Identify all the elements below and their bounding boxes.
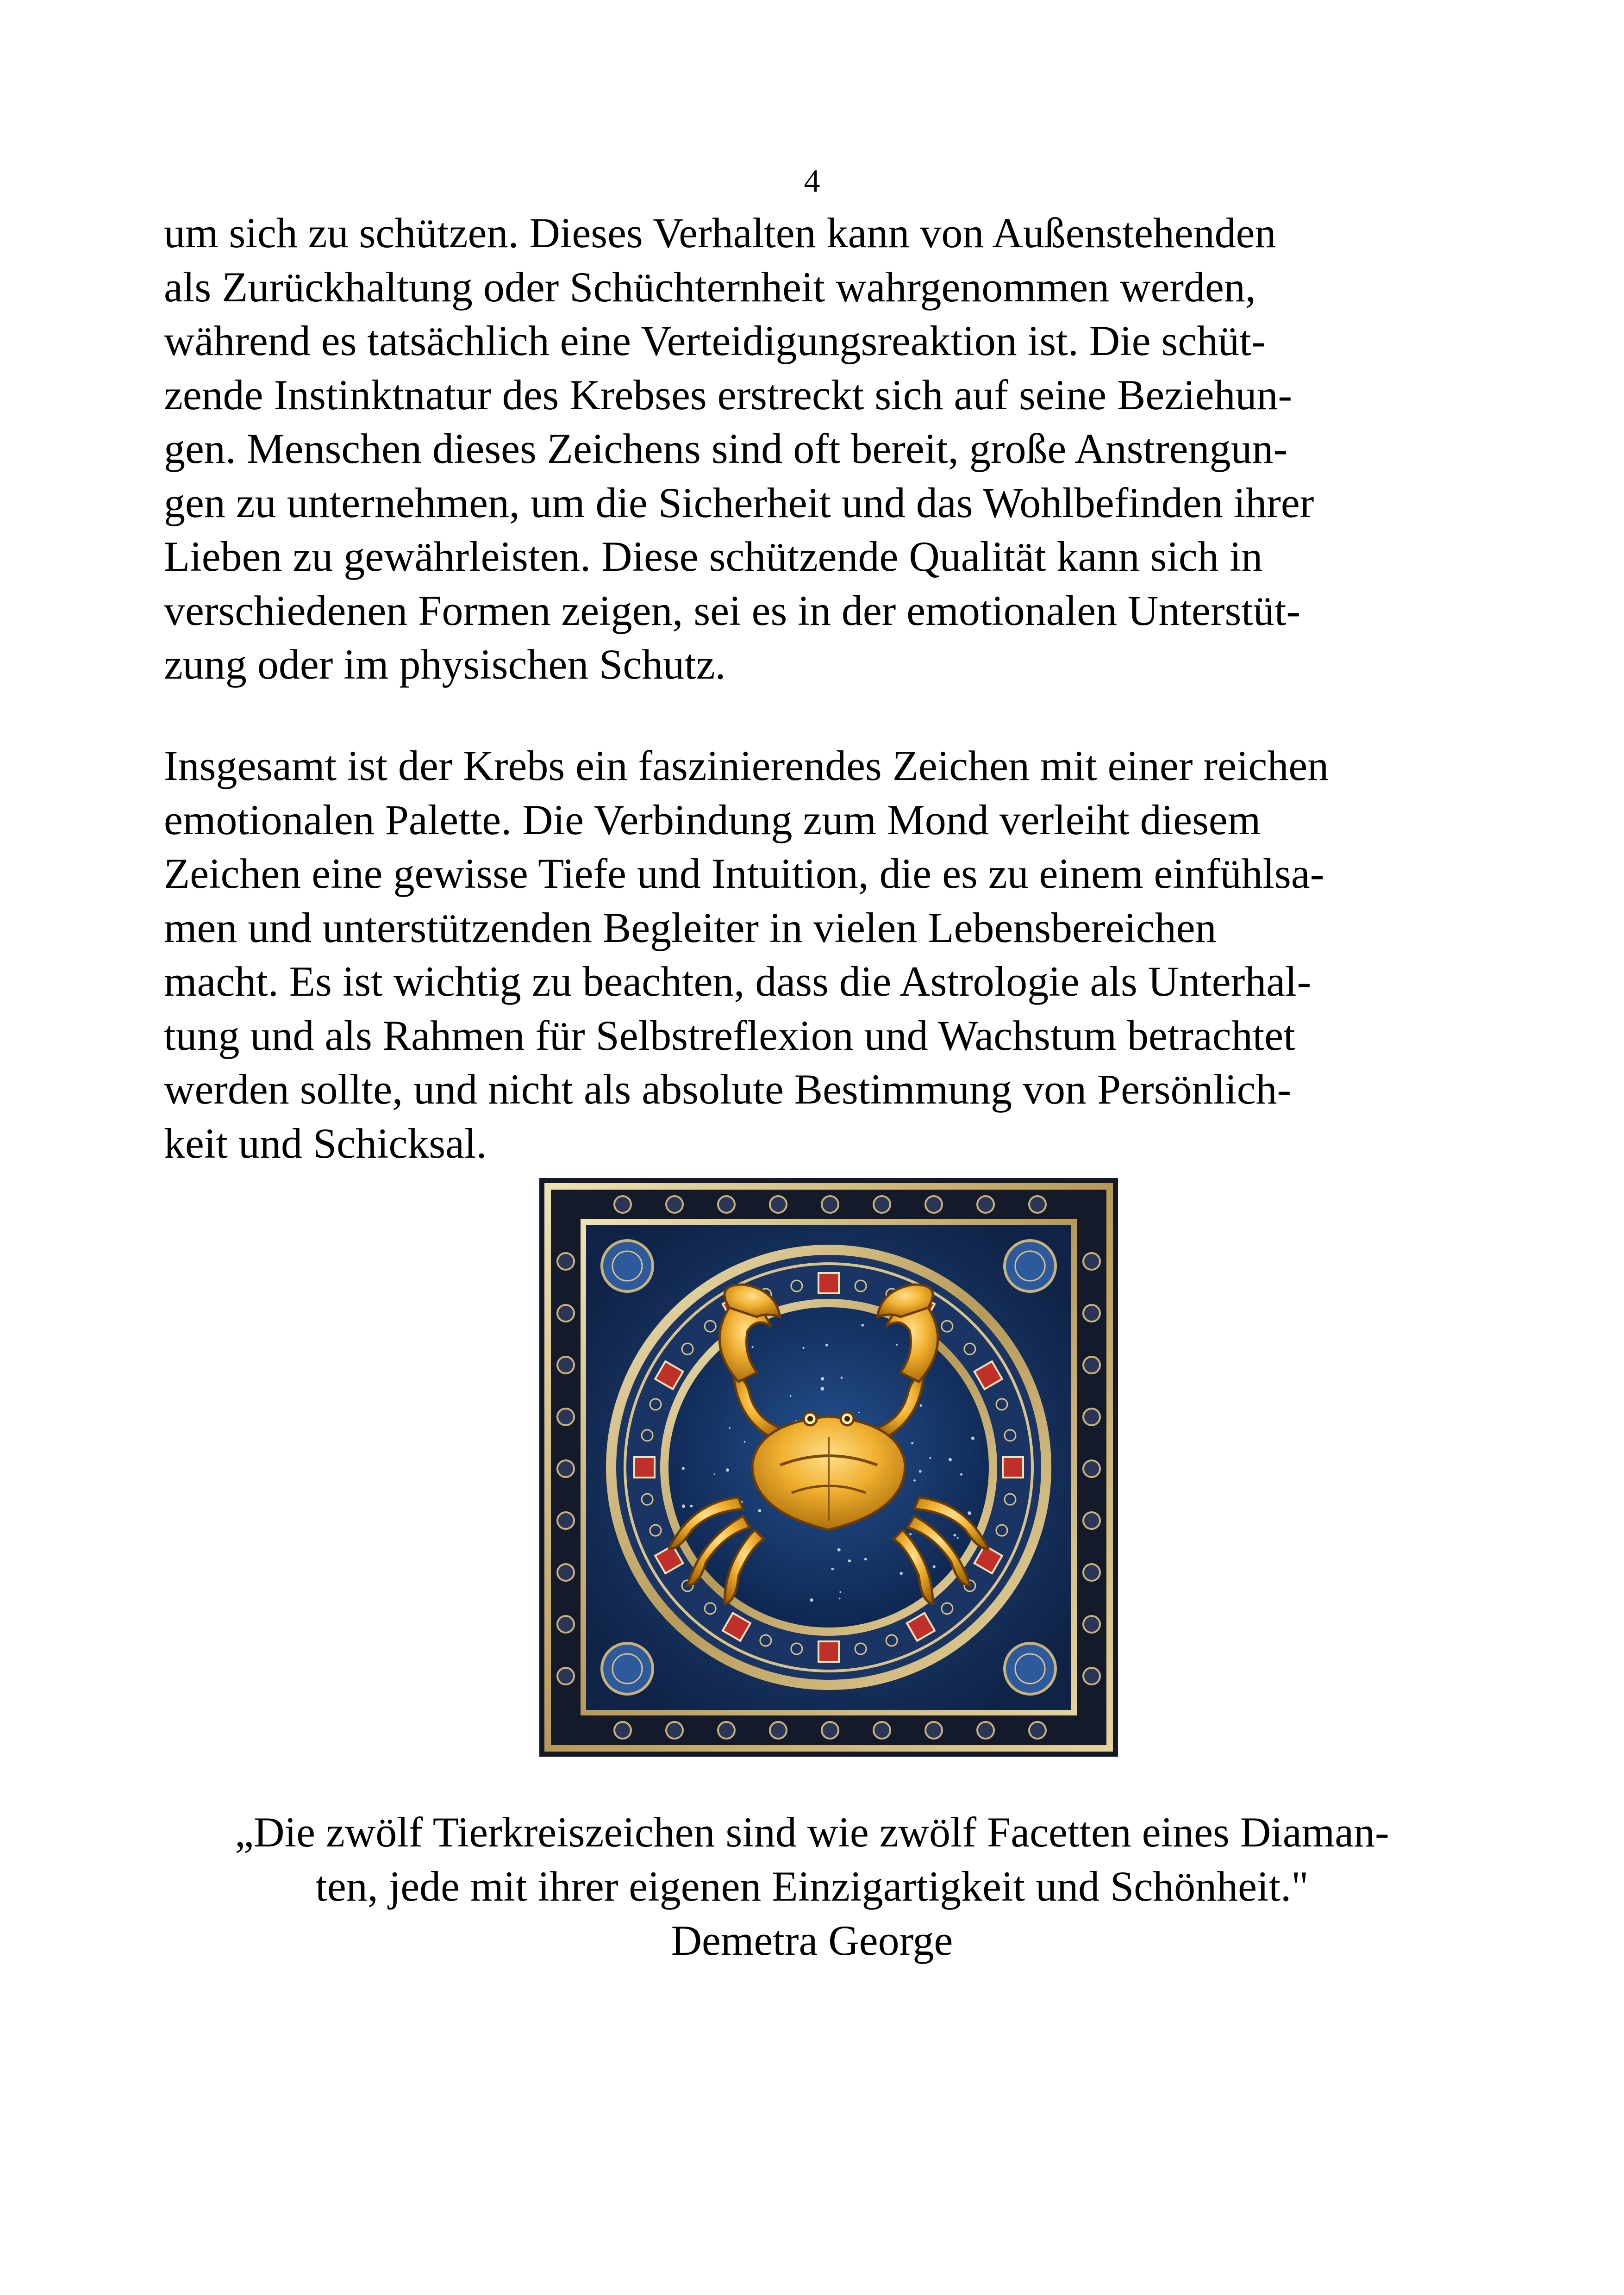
border-ornament bbox=[770, 1196, 787, 1213]
paragraph-line: emotionalen Palette. Die Verbindung zum Mond verleiht diesem bbox=[164, 796, 1261, 843]
star bbox=[790, 1395, 792, 1397]
star bbox=[841, 1377, 843, 1379]
paragraph-line: keit und Schicksal. bbox=[164, 1119, 487, 1167]
paragraph-line: Lieben zu gewährleisten. Diese schützende Qualität kann sich in bbox=[164, 533, 1263, 580]
border-ornament bbox=[925, 1722, 942, 1739]
paragraph-line: men und unterstützenden Begleiter in vielen Lebensbereichen bbox=[164, 904, 1217, 951]
paragraph-line: zende Instinktnatur des Krebses erstreckt sich auf seine Beziehun- bbox=[164, 371, 1293, 418]
border-ornament bbox=[1083, 1512, 1100, 1529]
ring-red-tile bbox=[634, 1457, 655, 1478]
border-ornament bbox=[557, 1616, 574, 1633]
star bbox=[900, 1572, 903, 1575]
paragraph-line: um sich zu schützen. Dieses Verhalten kann von Außenstehenden bbox=[164, 209, 1276, 256]
border-ornament bbox=[977, 1196, 994, 1213]
border-ornament bbox=[925, 1196, 942, 1213]
border-ornament bbox=[874, 1196, 890, 1213]
paragraph-line: werden sollte, und nicht als absolute Bestimmung von Persönlich- bbox=[164, 1066, 1292, 1113]
star bbox=[831, 1568, 834, 1571]
star bbox=[744, 1441, 746, 1443]
border-ornament bbox=[557, 1512, 574, 1529]
border-ornament bbox=[822, 1722, 838, 1739]
star bbox=[837, 1548, 841, 1552]
star bbox=[729, 1427, 731, 1429]
border-ornament bbox=[557, 1564, 574, 1581]
star bbox=[802, 1347, 804, 1349]
star bbox=[810, 1598, 813, 1602]
star bbox=[758, 1509, 761, 1512]
star bbox=[957, 1537, 959, 1539]
ring-red-tile bbox=[1003, 1457, 1023, 1478]
star bbox=[752, 1346, 754, 1348]
corner-medallion bbox=[1005, 1241, 1056, 1291]
border-ornament bbox=[822, 1196, 838, 1213]
border-ornament bbox=[718, 1196, 735, 1213]
border-ornament bbox=[1029, 1722, 1046, 1739]
quote-block bbox=[0, 1805, 1624, 1968]
star bbox=[909, 1533, 912, 1535]
star bbox=[968, 1511, 971, 1515]
corner-medallion bbox=[602, 1643, 653, 1694]
border-ornament bbox=[1083, 1409, 1100, 1425]
star bbox=[933, 1565, 936, 1568]
paragraph-line: gen zu unternehmen, um die Sicherheit und das Wohlbefinden ihrer bbox=[164, 479, 1314, 526]
border-ornament bbox=[557, 1357, 574, 1373]
corner-medallion bbox=[602, 1241, 653, 1291]
paragraph-line: Zeichen eine gewisse Tiefe und Intuition, die es zu einem einfühlsa- bbox=[164, 850, 1324, 897]
star bbox=[919, 1470, 922, 1473]
star bbox=[911, 1442, 913, 1444]
star bbox=[929, 1457, 931, 1459]
star bbox=[971, 1437, 974, 1440]
paragraph-1 bbox=[164, 206, 1460, 692]
crab-medallion-image bbox=[539, 1178, 1118, 1757]
star bbox=[920, 1404, 922, 1407]
border-ornament bbox=[557, 1305, 574, 1322]
star bbox=[821, 1377, 824, 1381]
border-ornament bbox=[557, 1409, 574, 1425]
ring-red-tile bbox=[818, 1641, 839, 1662]
border-ornament bbox=[1083, 1668, 1100, 1684]
star bbox=[690, 1505, 693, 1508]
border-ornament bbox=[1083, 1564, 1100, 1581]
paragraph-line: gen. Menschen dieses Zeichens sind oft bereit, große Anstrengun- bbox=[164, 425, 1288, 472]
star bbox=[848, 1559, 851, 1562]
star bbox=[820, 1387, 824, 1391]
border-ornament bbox=[557, 1253, 574, 1270]
border-ornament bbox=[1029, 1196, 1046, 1213]
border-ornament bbox=[557, 1460, 574, 1477]
border-ornament bbox=[977, 1722, 994, 1739]
border-ornament bbox=[614, 1196, 631, 1213]
star bbox=[949, 1458, 952, 1461]
border-ornament bbox=[1083, 1616, 1100, 1633]
border-ornament bbox=[666, 1196, 683, 1213]
quote-author: Demetra George bbox=[671, 1917, 953, 1964]
page-number: 4 bbox=[804, 163, 820, 199]
border-ornament bbox=[1083, 1253, 1100, 1270]
star bbox=[825, 1344, 828, 1347]
border-ornament bbox=[557, 1668, 574, 1684]
paragraph-line: zung oder im physischen Schutz. bbox=[164, 641, 726, 688]
cancer-zodiac-illustration bbox=[539, 1178, 1118, 1757]
star bbox=[726, 1468, 729, 1472]
star bbox=[960, 1473, 962, 1476]
paragraph-2 bbox=[164, 739, 1460, 1170]
border-ornament bbox=[770, 1722, 787, 1739]
star bbox=[682, 1504, 685, 1508]
star bbox=[864, 1558, 867, 1560]
border-ornament bbox=[718, 1722, 735, 1739]
border-ornament bbox=[1083, 1305, 1100, 1322]
border-ornament bbox=[874, 1722, 890, 1739]
star bbox=[682, 1467, 685, 1470]
paragraph-line: während es tatsächlich eine Verteidigungsreaktion ist. Die schüt- bbox=[164, 317, 1266, 364]
star bbox=[839, 1591, 841, 1593]
quote-line: ten, jede mit ihrer eigenen Einzigartigkeit und Schönheit." bbox=[315, 1863, 1309, 1910]
ring-red-tile bbox=[818, 1273, 839, 1293]
quote-line: „Die zwölf Tierkreiszeichen sind wie zwölf Facetten eines Diaman- bbox=[235, 1809, 1389, 1856]
star bbox=[896, 1344, 898, 1346]
star bbox=[858, 1412, 860, 1413]
border-ornament bbox=[1083, 1460, 1100, 1477]
paragraph-line: macht. Es ist wichtig zu beachten, dass die Astrologie als Unterhal- bbox=[164, 958, 1312, 1005]
paragraph-line: als Zurückhaltung oder Schüchternheit wahrgenommen werden, bbox=[164, 263, 1256, 311]
paragraph-line: tung und als Rahmen für Selbstreflexion und Wachstum betrachtet bbox=[164, 1011, 1295, 1059]
star bbox=[913, 1479, 916, 1482]
star bbox=[839, 1598, 841, 1600]
border-ornament bbox=[614, 1722, 631, 1739]
corner-medallion bbox=[1005, 1643, 1056, 1694]
paragraph-line: Insgesamt ist der Krebs ein faszinierendes Zeichen mit einer reichen bbox=[164, 742, 1329, 789]
star bbox=[953, 1534, 956, 1537]
border-ornament bbox=[1083, 1357, 1100, 1373]
paragraph-line: verschiedenen Formen zeigen, sei es in der emotionalen Unterstüt- bbox=[164, 586, 1301, 634]
star bbox=[714, 1473, 716, 1475]
star bbox=[861, 1324, 864, 1327]
border-ornament bbox=[666, 1722, 683, 1739]
